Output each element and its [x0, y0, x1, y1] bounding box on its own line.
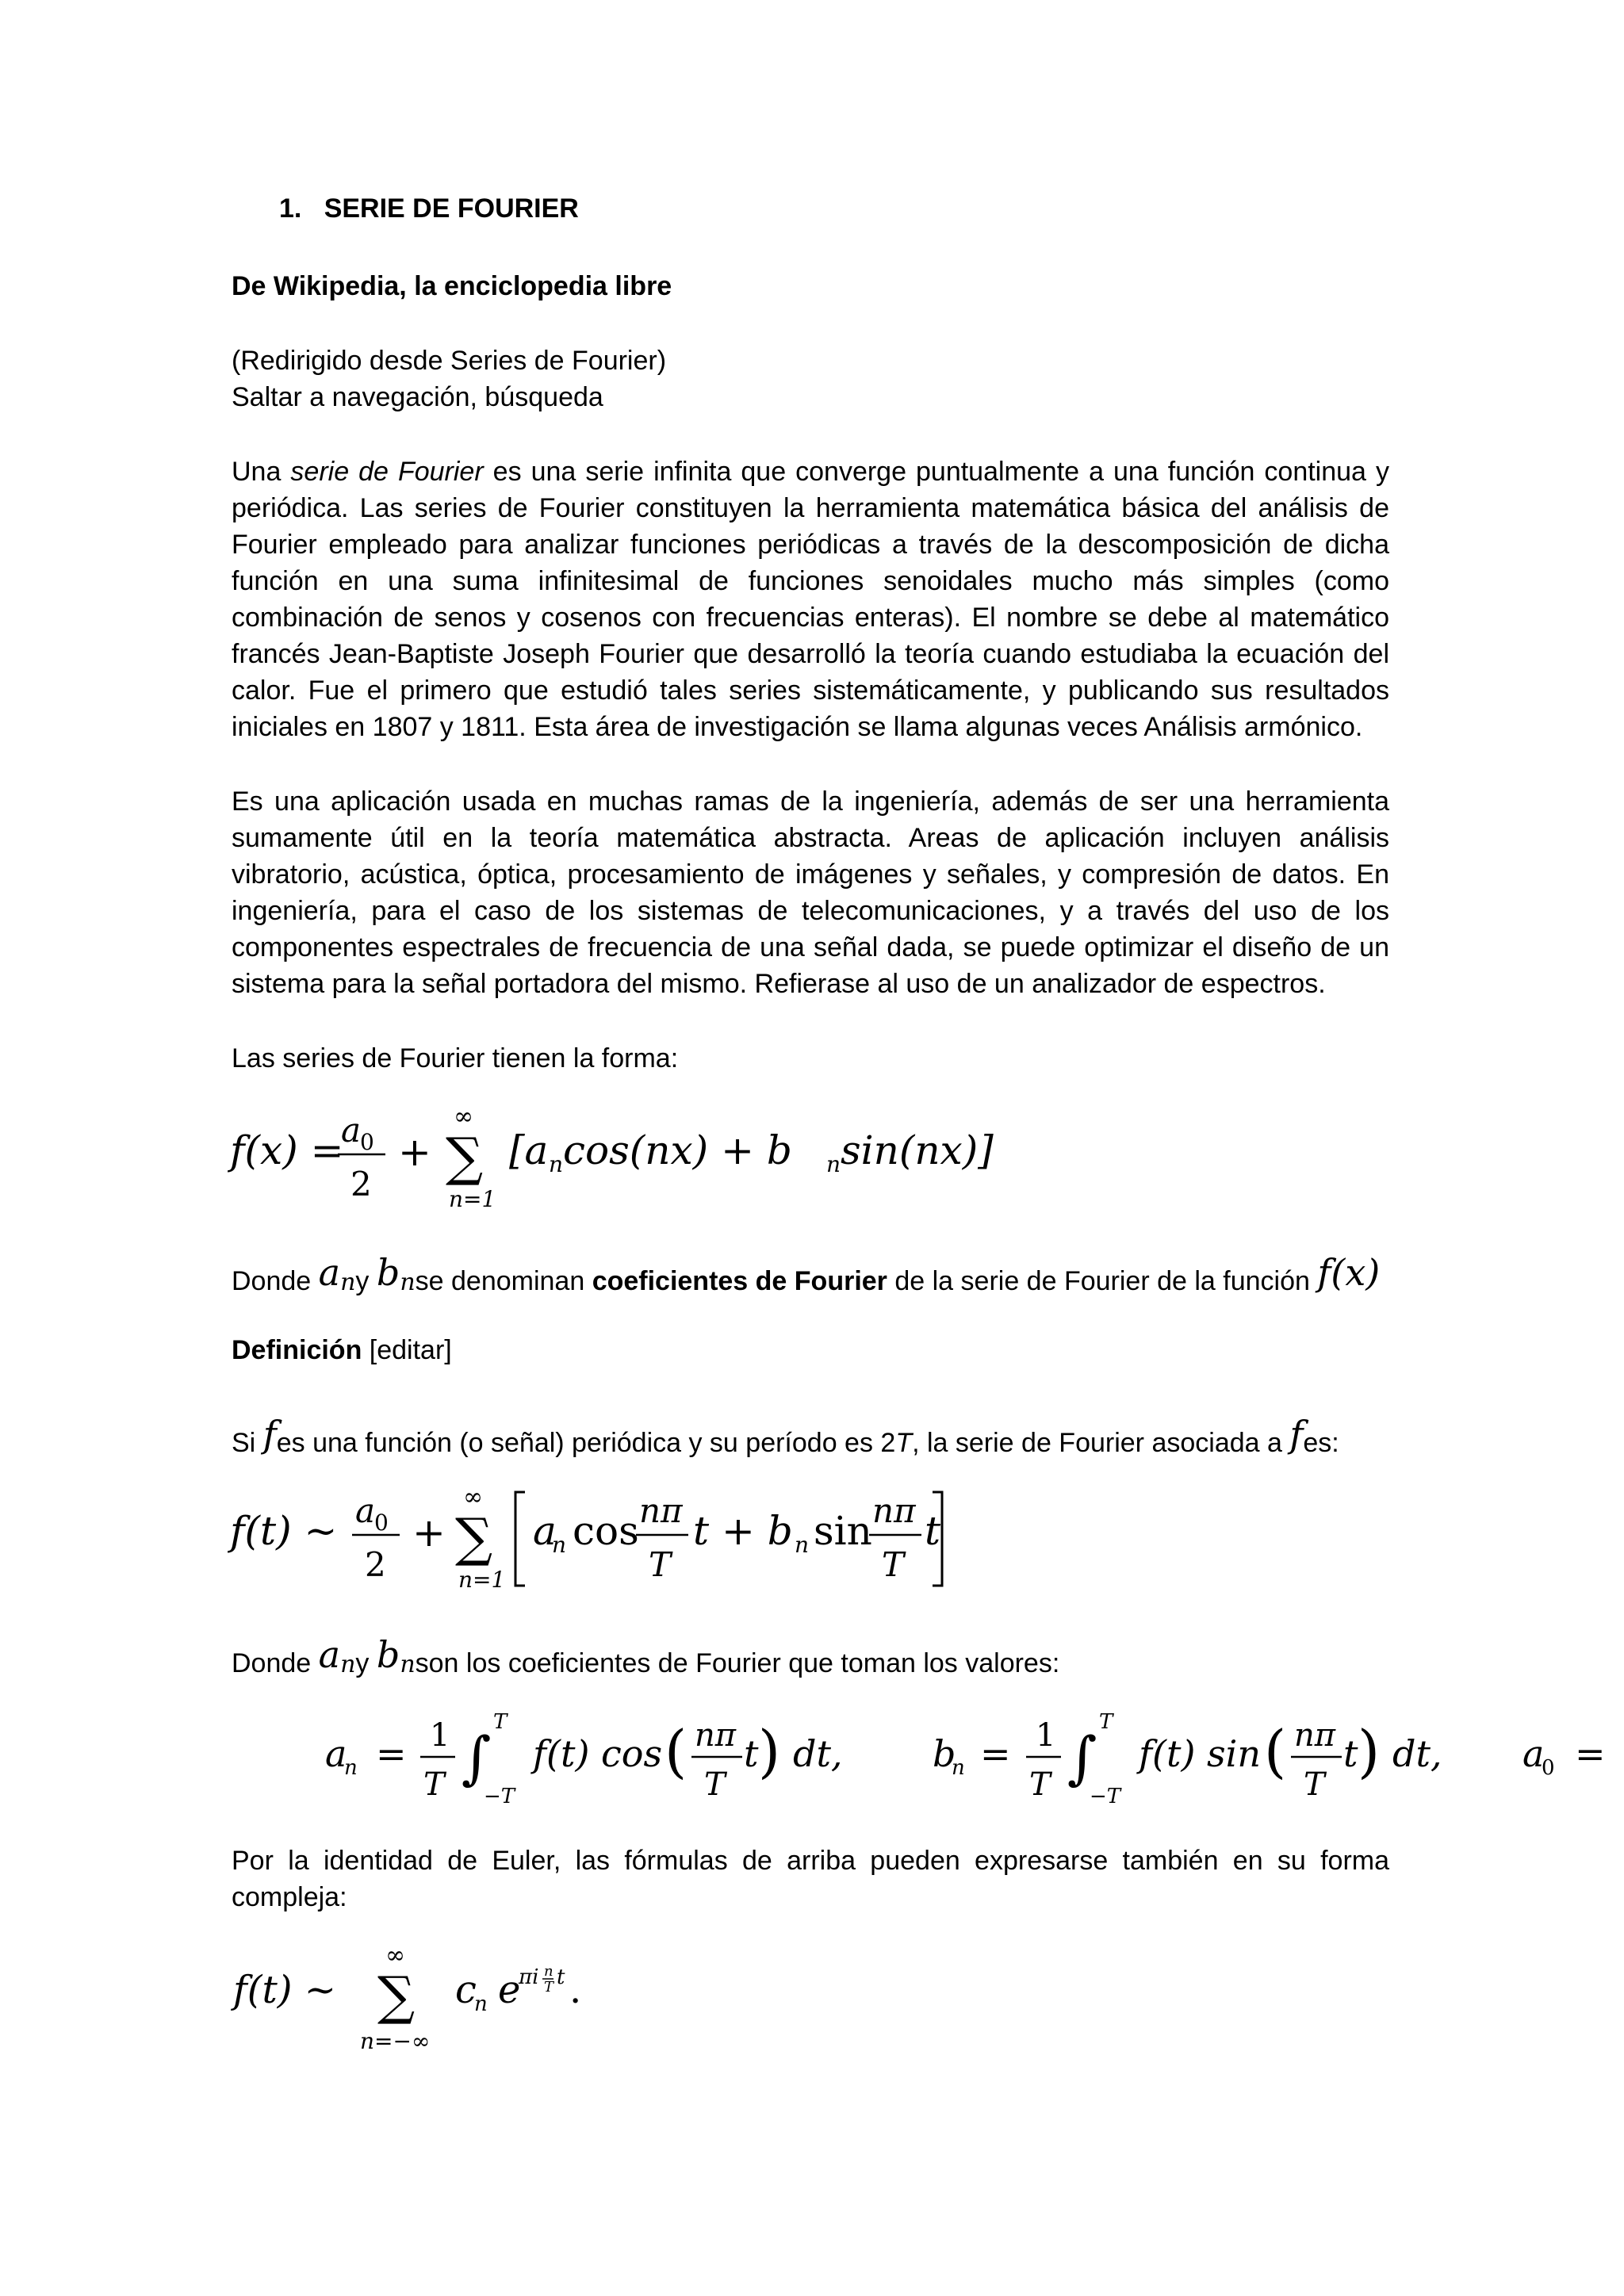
heading-title: SERIE DE FOURIER: [324, 193, 579, 224]
eq4-upper: ∞: [385, 1942, 405, 1969]
eq3-eq-end: =: [1575, 1732, 1606, 1775]
eq3-int-2: ∫: [1067, 1724, 1097, 1791]
donde2-a: a: [318, 1633, 341, 1676]
donde2-a-sub: n: [340, 1651, 356, 1678]
eq2-a0-sub: 0: [374, 1510, 389, 1536]
eq3-an: a: [325, 1732, 347, 1775]
eq1-body: [a: [509, 1127, 549, 1173]
eq3-eq-2: =: [980, 1732, 1011, 1775]
donde2-b-sub: n: [400, 1651, 416, 1678]
eq3-t-1: t: [744, 1732, 759, 1775]
eq3-npi-2: nπ: [1294, 1717, 1336, 1754]
eq2-lhs: f(t) ~: [230, 1508, 338, 1554]
eq4-exp-n: n: [544, 1963, 553, 1980]
eq2-T-1: T: [649, 1545, 672, 1584]
eq1-b-sub: n: [826, 1151, 841, 1177]
eq3-int-upper-1: T: [493, 1710, 508, 1734]
eq2-a-sub: n: [552, 1532, 567, 1558]
eq2-two: 2: [365, 1545, 386, 1584]
paragraph-euler: Por la identidad de Euler, las fórmulas de arriba pueden expresarse también en su forma compleja:: [232, 1846, 1389, 1912]
eq1-sigma: ∑: [446, 1127, 484, 1188]
eq1-sin: sin(nx)]: [841, 1127, 994, 1173]
eq3-fsin: f(t) sin: [1139, 1732, 1261, 1775]
eq3-int-upper-2: T: [1099, 1710, 1113, 1734]
paragraph-form: Las series de Fourier tienen la forma:: [232, 1043, 679, 1073]
donde1-bold: coeficientes de Fourier: [592, 1266, 887, 1296]
donde1-text-2: de la serie de Fourier de la función: [887, 1266, 1318, 1296]
eq4-lower: n=−∞: [360, 2028, 431, 2054]
eq1-cos: cos(nx) + b: [563, 1127, 792, 1173]
eq3-bn-sub: n: [952, 1756, 965, 1780]
eq3-one-2: 1: [1036, 1717, 1056, 1754]
donde1-text-1: se denominan: [415, 1266, 592, 1296]
eq4-sigma: ∑: [377, 1965, 416, 2026]
donde1-fx: f(x): [1317, 1251, 1381, 1294]
eq1-a0: a: [341, 1111, 362, 1150]
eq3-T-1: T: [423, 1766, 445, 1803]
definition-label: Definición: [232, 1335, 362, 1365]
eq3-int-lower-2: −T: [1090, 1785, 1121, 1808]
eq4-c: c: [455, 1968, 477, 2012]
si-f1: f: [262, 1413, 277, 1456]
eq3-a0: a: [1522, 1732, 1545, 1775]
donde1-a-sub: n: [340, 1269, 356, 1296]
eq3-lparen-2: (: [1264, 1718, 1287, 1785]
eq4-e: e: [498, 1968, 521, 2012]
donde1-word: Donde: [232, 1266, 319, 1296]
heading-number: 1.: [279, 193, 302, 224]
eq2-b-sub: n: [795, 1532, 810, 1558]
eq2-cos: cos: [573, 1508, 639, 1554]
eq2-upper: ∞: [463, 1483, 483, 1511]
eq4-exp-t: t: [557, 1965, 565, 1989]
fourier-series-equation: [230, 1102, 994, 1221]
eq4-c-sub: n: [474, 1992, 488, 2016]
eq3-int-lower-1: −T: [484, 1785, 515, 1808]
definition-edit-link[interactable]: [editar]: [362, 1335, 452, 1365]
donde2-b: b: [376, 1633, 400, 1676]
intro-prefix: Una: [232, 457, 291, 487]
paragraph-donde-2: [232, 1633, 1389, 1683]
eq2-npi-2: nπ: [872, 1491, 916, 1530]
si-f2: f: [1289, 1413, 1304, 1456]
eq3-a0-sub: 0: [1542, 1756, 1555, 1780]
paragraph-si: [232, 1413, 1389, 1461]
eq3-eq-1: =: [376, 1732, 407, 1775]
eq2-a0: a: [355, 1491, 376, 1530]
intro-rest: es una serie infinita que converge puntualmente a una función continua y periódica. Las series de Fourier constituyen la herramienta matemática básica del análisis de Fourier empleado para analizar funciones periódicas a través de la descomposición de dicha función en una suma infinitesimal de funciones senoidales mucho más simples (como combinación de senos y cosenos con frecuencias enteras). El nombre se debe al matemático francés Jean-Baptiste Joseph Fourier que desarrolló la teoría cuando estudiaba la ecuación del calor. Fue el primero que estudió tales series sistemáticamente, y publicando sus resultados iniciales en 1807 y 1811. Esta área de investigación se llama algunas veces Análisis armónico.: [232, 457, 1389, 742]
eq2-sigma: ∑: [455, 1507, 493, 1568]
eq3-t-2: t: [1343, 1732, 1358, 1775]
eq2-t2: t: [925, 1508, 941, 1554]
fourier-series-period-equation: [230, 1483, 944, 1601]
eq1-two: 2: [350, 1165, 372, 1203]
eq3-T-4: T: [1304, 1766, 1325, 1803]
eq1-a0-sub: 0: [360, 1129, 374, 1155]
si-text-3: es:: [1303, 1428, 1339, 1458]
eq1-body-sub: n: [549, 1151, 564, 1177]
eq4-lhs: f(t) ~: [233, 1968, 336, 2012]
paragraph-donde-1: [232, 1251, 1389, 1301]
eq4-exp-T: T: [544, 1979, 554, 1996]
si-text-2: , la serie de Fourier asociada a: [912, 1428, 1290, 1458]
eq4-dot: .: [569, 1968, 582, 2012]
eq2-T-2: T: [882, 1545, 905, 1584]
eq1-upper: ∞: [454, 1103, 473, 1131]
eq1-plus: +: [398, 1129, 431, 1175]
complex-fourier-equation: [230, 1939, 611, 2058]
eq2-t: t + b: [693, 1508, 793, 1554]
redirect-note: (Redirigido desde Series de Fourier): [232, 346, 667, 376]
fourier-coefficients-equation: [325, 1705, 1624, 1816]
navigation-links: Saltar a navegación, búsqueda: [232, 382, 603, 412]
eq3-rparen-2: ): [1358, 1718, 1381, 1785]
eq3-an-sub: n: [344, 1756, 358, 1780]
eq4-exp-pi: πi: [519, 1965, 539, 1989]
eq1-lhs: f(x) =: [230, 1127, 344, 1173]
eq3-T-2: T: [704, 1766, 726, 1803]
donde2-text: son los coeficientes de Fourier que toman los valores:: [415, 1648, 1060, 1678]
donde2-word: Donde: [232, 1648, 319, 1678]
eq3-npi-1: nπ: [695, 1717, 737, 1754]
eq3-one-1: 1: [430, 1717, 450, 1754]
eq2-plus: +: [412, 1510, 446, 1556]
si-T: T: [895, 1428, 913, 1458]
eq3-bn: b: [933, 1732, 956, 1775]
donde1-b: b: [376, 1251, 400, 1294]
section-heading: [279, 193, 579, 224]
eq2-a: a: [533, 1508, 557, 1554]
subtitle: De Wikipedia, la enciclopedia libre: [232, 271, 672, 301]
donde1-a: a: [318, 1251, 341, 1294]
donde1-b-sub: n: [400, 1269, 416, 1296]
eq3-fcos: f(t) cos: [533, 1732, 663, 1775]
eq3-rparen-1: ): [758, 1718, 781, 1785]
paragraph-intro: [232, 453, 1389, 745]
si-text-1: es una función (o señal) periódica y su período es 2: [276, 1428, 896, 1458]
donde2-y: y: [355, 1648, 377, 1678]
donde1-y: y: [355, 1266, 377, 1296]
eq3-T-3: T: [1029, 1766, 1051, 1803]
eq3-dt-2: dt,: [1392, 1732, 1442, 1775]
eq3-lparen-1: (: [665, 1718, 688, 1785]
paragraph-applications: Es una aplicación usada en muchas ramas de la ingeniería, además de ser una herramienta sumamente útil en la teoría matemática abstracta. Areas de aplicación incluyen análisis vibratorio, acústica, óptica, procesamiento de imágenes y señales, y compresión de datos. En ingeniería, para el caso de los sistemas de telecomunicaciones, y a través del uso de los componentes espectrales de frecuencia de una señal dada, se puede optimizar el diseño de un sistema para la señal portadora del mismo. Refierase al uso de un analizador de espectros.: [232, 786, 1389, 999]
eq2-lower: n=1: [458, 1567, 506, 1593]
eq1-lower: n=1: [449, 1186, 496, 1212]
eq3-int-1: ∫: [462, 1724, 492, 1791]
si-word: Si: [232, 1428, 263, 1458]
eq2-npi-1: nπ: [639, 1491, 683, 1530]
eq3-dt-1: dt,: [793, 1732, 843, 1775]
intro-italic-term: serie de Fourier: [290, 457, 484, 487]
definition-heading: [232, 1332, 1389, 1368]
eq2-sin: sin: [814, 1508, 872, 1554]
